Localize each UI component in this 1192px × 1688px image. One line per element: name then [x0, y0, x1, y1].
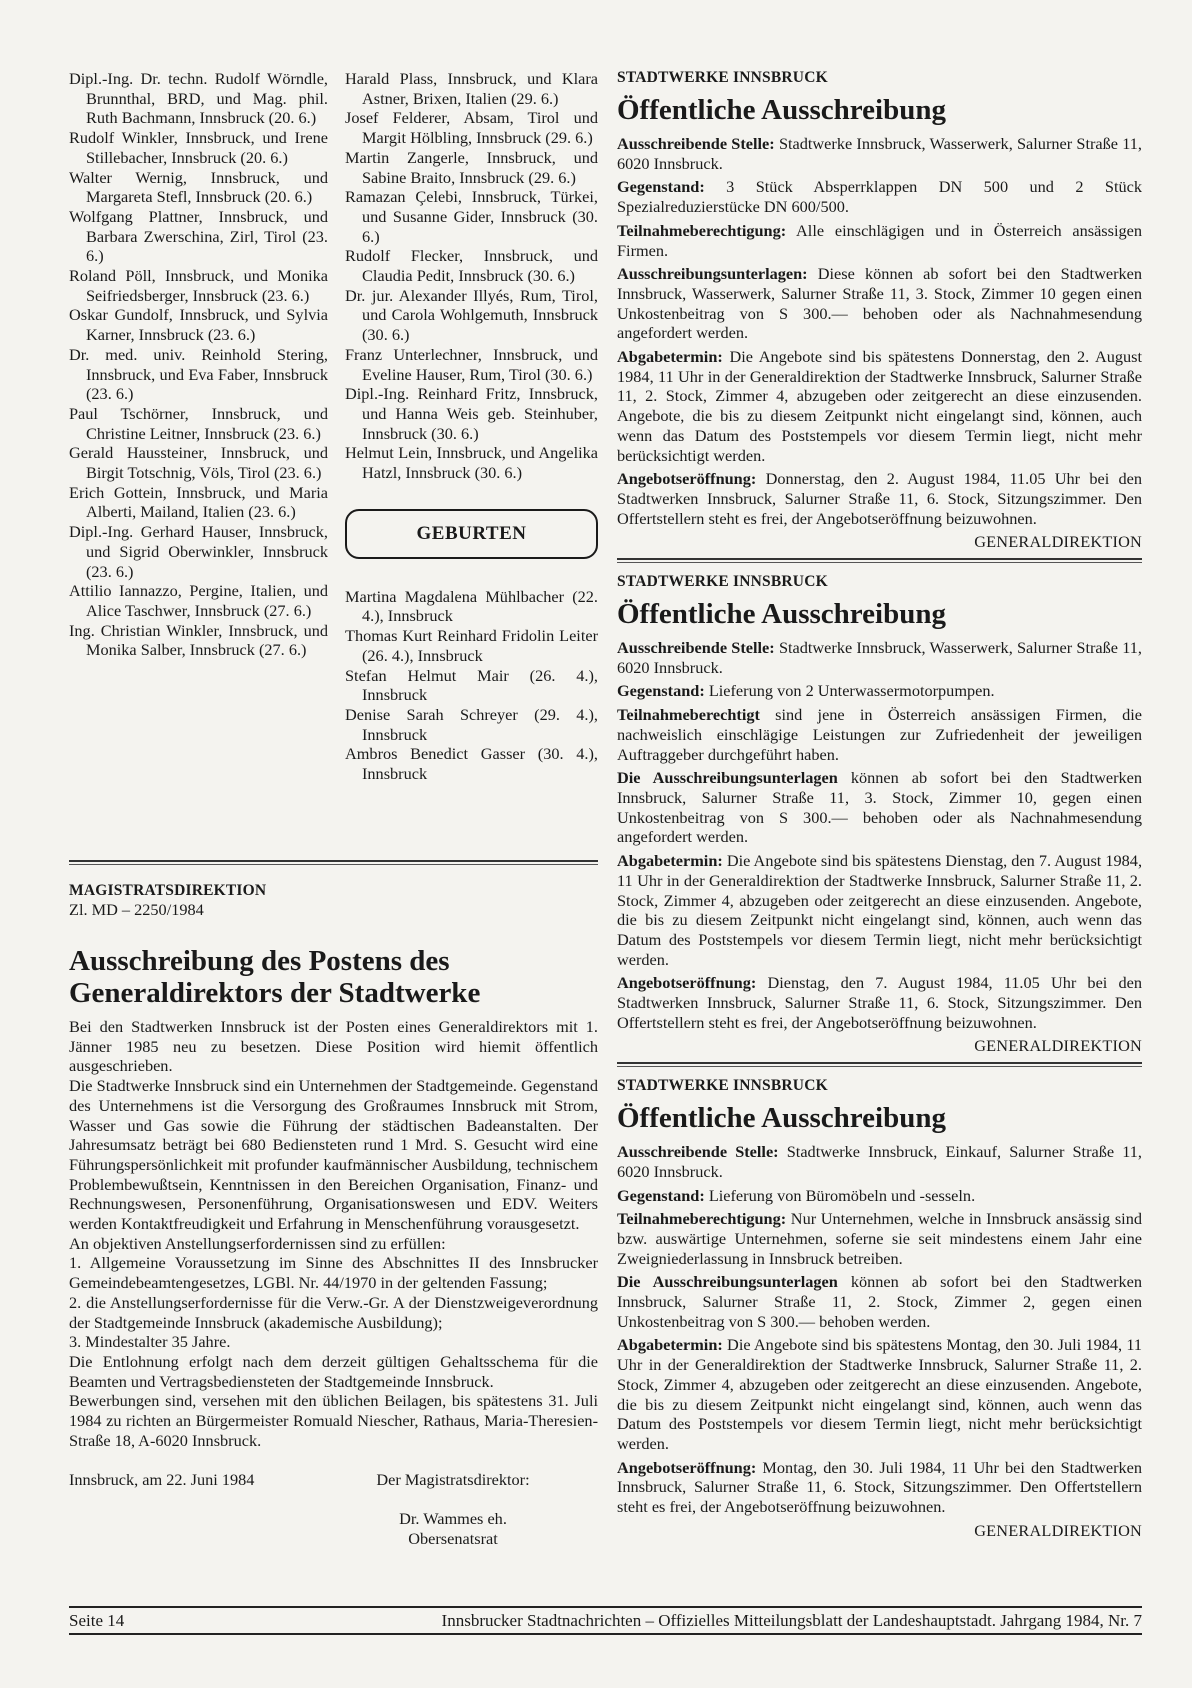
para-text: Die Angebote sind bis spätestens Dienstag, den 7. August 1984, 11 Uhr in der Generaldirektion der Stadtwerke Innsbruck, Salurner Straße 11, 2. Stock, Zimmer 4, abzugeben oder zeitgerecht an diese einzusenden. Angebote, die bis zu diesem Zeitpunkt nicht eingelangt sind, können, auch wenn das Datum des Poststempels vor diesem Termin liegt, nicht mehr berücksichtigt werden.: [617, 851, 1143, 969]
reference-number: Zl. MD – 2250/1984: [69, 900, 204, 919]
para-label: Gegenstand:: [617, 1185, 705, 1205]
birth-entry: Ambros Benedict Gasser (30. 4.), Innsbruck: [345, 744, 598, 784]
para-text: können ab sofort bei den Stadtwerken Innsbruck, Salurner Straße 11, 2. Stock, Zimmer 2, gegen einen Unkostenbeitrag von S 300.— behoben werden.: [617, 1272, 1142, 1331]
para-label: Teilnahmeberechtigung:: [617, 1209, 787, 1229]
marriage-entry: Attilio Iannazzo, Pergine, Italien, und Alice Taschwer, Innsbruck (27. 6.): [69, 581, 328, 620]
para-label: Abgabetermin:: [617, 1335, 723, 1355]
marriage-entry: Erich Gottein, Innsbruck, und Maria Alberti, Mailand, Italien (23. 6.): [69, 482, 328, 522]
marriage-entry: Harald Plass, Innsbruck, und Klara Astner, Brixen, Italien (29. 6.): [345, 69, 598, 108]
marriages-column-1: [69, 69, 328, 660]
notice-paragraph: [617, 681, 1142, 701]
notice-kicker: STADTWERKE INNSBRUCK: [617, 69, 828, 86]
para-text: Diese können ab sofort bei den Stadtwerken Innsbruck, Wasserwerk, Salurner Straße 11, 3. Stock, Zimmer 10 gegen einen Unkostenbeitrag von S 300.— behoben oder als Nachnahmesendung angefordert werden.: [617, 264, 1142, 343]
para-label: Ausschreibende Stelle:: [617, 638, 775, 658]
notice-paragraph: [617, 973, 1142, 1032]
para-text: Die Angebote sind bis spätestens Donnerstag, den 2. August 1984, 11 Uhr in der Generaldirektion der Stadtwerke Innsbruck, Salurner Straße 11, 2. Stock, Zimmer 4, abzugeben oder zeitgerecht an diese einzusenden. Angebote, die bis zu diesem Zeitpunkt nicht eingelangt sind, können, auch wenn das Datum des Poststempels vor diesem Termin liegt, nicht mehr berücksichtigt werden.: [617, 347, 1142, 465]
para-label: Angebotseröffnung:: [617, 973, 757, 993]
tender-notice: [617, 1077, 1142, 1540]
notice-signature: GENERALDIREKTION: [974, 532, 1142, 552]
para-text: 3 Stück Absperrklappen DN 500 und 2 Stück Spezialreduzierstücke DN 600/500.: [617, 177, 1142, 217]
births-list: [345, 587, 598, 784]
section-divider: [617, 1062, 1142, 1067]
signature-block: [69, 1470, 598, 1548]
para-label: Die Ausschreibungsunterlagen: [617, 1272, 838, 1292]
notice-kicker: STADTWERKE INNSBRUCK: [617, 1077, 828, 1095]
tender-notices-column: [617, 69, 1142, 1540]
notice-kicker: STADTWERKE INNSBRUCK: [617, 573, 828, 591]
department-kicker: MAGISTRATSDIREKTION: [69, 882, 267, 899]
marriage-entry: Dipl.-Ing. Gerhard Hauser, Innsbruck, und Sigrid Oberwinkler, Innsbruck (23. 6.): [69, 522, 328, 581]
para-text: Nur Unternehmen, welche in Innsbruck ansässig sind bzw. auswärtige Unternehmen, soferne sie seit mindestens einem Jahr eine Zweigniederlassung in Innsbruck betreiben.: [617, 1209, 1142, 1268]
page-number: Seite 14: [69, 1611, 125, 1630]
marriage-entry: Josef Felderer, Absam, Tirol und Margit Hölbling, Innsbruck (29. 6.): [345, 108, 598, 148]
section-divider: [69, 860, 598, 865]
para-text: Montag, den 30. Juli 1984, 11 Uhr bei den Stadtwerken Innsbruck, Salurner Straße 11, 6. Stock, Sitzungszimmer. Den Offertstellern steht es frei, der Angebotseröffnung beizuwohnen.: [617, 1457, 1142, 1517]
notice-paragraph: [617, 177, 1142, 216]
notice-title: Öffentliche Ausschreibung: [617, 1102, 946, 1135]
notice-paragraph: [617, 134, 1142, 173]
page-footer: [69, 1606, 1142, 1635]
marriage-entry: Dr. jur. Alexander Illyés, Rum, Tirol, und Carola Wohlgemuth, Innsbruck (30. 6.): [345, 285, 598, 345]
marriage-entry: Wolfgang Plattner, Innsbruck, und Barbara Zwerschina, Zirl, Tirol (23. 6.): [69, 206, 328, 266]
marriage-entry: Rudolf Flecker, Innsbruck, und Claudia Pedit, Innsbruck (30. 6.): [345, 246, 598, 286]
job-posting-article: [69, 882, 598, 1549]
marriage-entry: Roland Pöll, Innsbruck, und Monika Seifriedsberger, Innsbruck (23. 6.): [69, 266, 328, 305]
headline-line-1: Ausschreibung des Postens des: [69, 945, 450, 977]
birth-entry: Denise Sarah Schreyer (29. 4.), Innsbruck: [345, 704, 598, 744]
marriage-entry: Martin Zangerle, Innsbruck, und Sabine Braito, Innsbruck (29. 6.): [345, 147, 598, 187]
article-paragraph: Die Stadtwerke Innsbruck sind ein Unternehmen der Stadtgemeinde. Gegenstand des Unternehmens ist die Versorgung des Großraumes Innsbruck mit Strom, Wasser und Gas sowie die Führung der städtischen Badeanstalten. Der Jahresumsatz beträgt bei 680 Bediensteten rund 1 Mrd. S. Gesucht wird eine Führungspersönlichkeit mit profunder kaufmännischer Ausbildung, technischem Problembewußtsein, Kenntnissen in den Bereichen Organisation, Finanz- und Rechnungswesen, Personenführung, Organisationswesen und EDV. Weiters werden Kontaktfreudigkeit und Erfahrung in Menschenführung vorausgesetzt.: [69, 1076, 598, 1234]
notice-paragraph: [617, 1209, 1142, 1268]
place-date: Innsbruck, am 22. Juni 1984: [69, 1470, 255, 1490]
marriage-entry: Dipl.-Ing. Reinhard Fritz, Innsbruck, und Hanna Weis geb. Steinhuber, Innsbruck (30. 6.): [345, 384, 598, 443]
para-text: sind jene in Österreich ansässigen Firmen, die nachweislich einschlägige Leistungen zur Zufriedenheit der jeweiligen Auftraggeber durchgeführt haben.: [617, 705, 1142, 764]
section-divider: [617, 558, 1142, 563]
article-paragraph: Die Entlohnung erfolgt nach dem derzeit gültigen Gehaltsschema für die Beamten und Vertragsbediensteten der Stadtgemeinde Innsbruck.: [69, 1351, 598, 1391]
para-label: Gegenstand:: [617, 681, 705, 701]
para-text: Dienstag, den 7. August 1984, 11.05 Uhr bei den Stadtwerken Innsbruck, Salurner Straße 11, 6. Stock, Sitzungszimmer. Den Offertstellern steht es frei, der Angebotseröffnung beizuwohnen.: [617, 973, 1142, 1032]
birth-entry: Martina Magdalena Mühlbacher (22. 4.), Innsbruck: [345, 586, 598, 626]
tender-notice: [617, 69, 1142, 552]
para-label: Ausschreibungsunterlagen:: [617, 264, 808, 284]
para-text: Stadtwerke Innsbruck, Wasserwerk, Salurner Straße 11, 6020 Innsbruck.: [617, 134, 1142, 173]
para-label: Ausschreibende Stelle:: [617, 134, 775, 153]
para-text: Alle einschlägigen und in Österreich ansässigen Firmen.: [617, 220, 1142, 260]
publication-info: Innsbrucker Stadtnachrichten – Offizielles Mitteilungsblatt der Landeshauptstadt. Jahrgang 1984, Nr. 7: [441, 1611, 1142, 1630]
para-text: können ab sofort bei den Stadtwerken Innsbruck, Salurner Straße 11, 3. Stock, Zimmer 10, gegen einen Unkostenbeitrag von S 300.— behoben oder als Nachnahmesendung angefordert werden.: [617, 768, 1142, 847]
signer-name: Dr. Wammes eh.: [399, 1509, 507, 1529]
article-paragraph: Bewerbungen sind, versehen mit den üblichen Beilagen, bis spätestens 31. Juli 1984 zu richten an Bürgermeister Romuald Niescher, Rathaus, Maria-Theresien-Straße 18, A-6020 Innsbruck.: [69, 1391, 598, 1450]
marriage-entry: Oskar Gundolf, Innsbruck, und Sylvia Karner, Innsbruck (23. 6.): [69, 305, 328, 345]
marriage-entry: Paul Tschörner, Innsbruck, und Christine Leitner, Innsbruck (23. 6.): [69, 403, 328, 443]
para-label: Abgabetermin:: [617, 851, 723, 871]
notice-paragraph: [617, 638, 1142, 677]
signer: [353, 1470, 553, 1548]
article-headline: [69, 945, 598, 1009]
notice-title: Öffentliche Ausschreibung: [617, 94, 946, 126]
marriages-column-2: [345, 69, 598, 784]
notice-signature: GENERALDIREKTION: [974, 1520, 1142, 1540]
notice-paragraph: [617, 1272, 1142, 1331]
marriage-entry: Ramazan Çelebi, Innsbruck, Türkei, und Susanne Gider, Innsbruck (30. 6.): [345, 187, 598, 246]
article-paragraph: An objektiven Anstellungserfordernissen sind zu erfüllen:: [69, 1233, 446, 1253]
marriage-entry: Dr. med. univ. Reinhold Stering, Innsbruck, und Eva Faber, Innsbruck (23. 6.): [69, 344, 328, 404]
notice-paragraph: [617, 1186, 1142, 1206]
para-label: Teilnahmeberechtigung:: [617, 220, 787, 240]
para-text: Die Angebote sind bis spätestens Montag, den 30. Juli 1984, 11 Uhr in der Generaldirektion der Stadtwerke Innsbruck, Salurner Straße 11, 2. Stock, Zimmer 4, abzugeben oder zeitgerecht an diese einzusenden. Angebote, die bis zu diesem Zeitpunkt nicht eingelangt sind, können, auch wenn das Datum des Poststempels vor diesem Termin liegt, nicht mehr berücksichtigt werden.: [617, 1335, 1142, 1453]
notice-paragraph: [617, 851, 1142, 969]
notice-paragraph: [617, 264, 1142, 343]
births-heading-box: [345, 509, 598, 559]
marriage-entry: Dipl.-Ing. Dr. techn. Rudolf Wörndle, Brunnthal, BRD, und Mag. phil. Ruth Bachmann, Innsbruck (20. 6.): [69, 69, 328, 128]
marriage-entry: Rudolf Winkler, Innsbruck, und Irene Stillebacher, Innsbruck (20. 6.): [69, 128, 328, 167]
para-text: Lieferung von Büromöbeln und -sesseln.: [704, 1185, 976, 1205]
para-label: Teilnahmeberechtigt: [617, 705, 760, 725]
para-label: Die Ausschreibungsunterlagen: [617, 768, 838, 788]
headline-line-2: Generaldirektors der Stadtwerke: [69, 977, 481, 1009]
notice-paragraph: [617, 469, 1142, 528]
notice-paragraph: [617, 705, 1142, 764]
marriage-entry: Ing. Christian Winkler, Innsbruck, und Monika Salber, Innsbruck (27. 6.): [69, 620, 328, 660]
marriage-entry: Gerald Haussteiner, Innsbruck, und Birgit Totschnig, Völs, Tirol (23. 6.): [69, 443, 328, 483]
marriage-entry: Helmut Lein, Innsbruck, und Angelika Hatzl, Innsbruck (30. 6.): [345, 443, 598, 483]
notice-paragraph: [617, 1142, 1142, 1181]
marriage-entry: Franz Unterlechner, Innsbruck, und Eveline Hauser, Rum, Tirol (30. 6.): [345, 344, 598, 384]
requirement-item: 3. Mindestalter 35 Jahre.: [69, 1332, 231, 1352]
birth-entry: Thomas Kurt Reinhard Fridolin Leiter (26. 4.), Innsbruck: [345, 626, 598, 665]
notice-title: Öffentliche Ausschreibung: [617, 598, 946, 631]
para-label: Angebotseröffnung:: [617, 469, 757, 489]
tender-notice: [617, 573, 1142, 1056]
signer-rank: Obersenatsrat: [408, 1528, 498, 1548]
requirement-item: 1. Allgemeine Voraussetzung im Sinne des Abschnittes II des Innsbrucker Gemeindebeamtengesetzes, LGBl. Nr. 44/1970 in der geltenden Fassung;: [69, 1253, 598, 1293]
para-label: Angebotseröffnung:: [617, 1457, 757, 1477]
notice-paragraph: [617, 1335, 1142, 1453]
signer-title: Der Magistratsdirektor:: [376, 1470, 530, 1490]
article-paragraph: Bei den Stadtwerken Innsbruck ist der Posten eines Generaldirektors mit 1. Jänner 1985 neu zu besetzen. Diese Position wird hiemit öffentlich ausgeschrieben.: [69, 1017, 598, 1076]
footer-line: [69, 1608, 1142, 1633]
births-heading: GEBURTEN: [416, 522, 527, 544]
para-label: Gegenstand:: [617, 177, 705, 197]
para-text: Donnerstag, den 2. August 1984, 11.05 Uhr bei den Stadtwerken Innsbruck, Salurner Straße 11, 6. Stock, Sitzungszimmer. Den Offertstellern steht es frei, der Angebotseröffnung beizuwohnen.: [617, 469, 1142, 528]
notice-paragraph: [617, 347, 1142, 465]
para-label: Abgabetermin:: [617, 347, 723, 367]
requirement-item: 2. die Anstellungserfordernisse für die Verw.-Gr. A der Dienstzweigeverordnung der Stadtgemeinde Innsbruck (akademische Ausbildung);: [69, 1292, 598, 1332]
para-text: Stadtwerke Innsbruck, Einkauf, Salurner Straße 11, 6020 Innsbruck.: [617, 1142, 1142, 1181]
birth-entry: Stefan Helmut Mair (26. 4.), Innsbruck: [345, 665, 598, 705]
notice-signature: GENERALDIREKTION: [974, 1036, 1142, 1056]
para-text: Lieferung von 2 Unterwassermotorpumpen.: [704, 681, 995, 701]
notice-paragraph: [617, 1458, 1142, 1517]
para-label: Ausschreibende Stelle:: [617, 1142, 779, 1162]
notice-paragraph: [617, 768, 1142, 847]
notice-paragraph: [617, 221, 1142, 260]
para-text: Stadtwerke Innsbruck, Wasserwerk, Salurner Straße 11, 6020 Innsbruck.: [617, 638, 1142, 677]
footer-rule-bottom: [69, 1633, 1142, 1635]
marriage-entry: Walter Wernig, Innsbruck, und Margareta Stefl, Innsbruck (20. 6.): [69, 167, 328, 207]
